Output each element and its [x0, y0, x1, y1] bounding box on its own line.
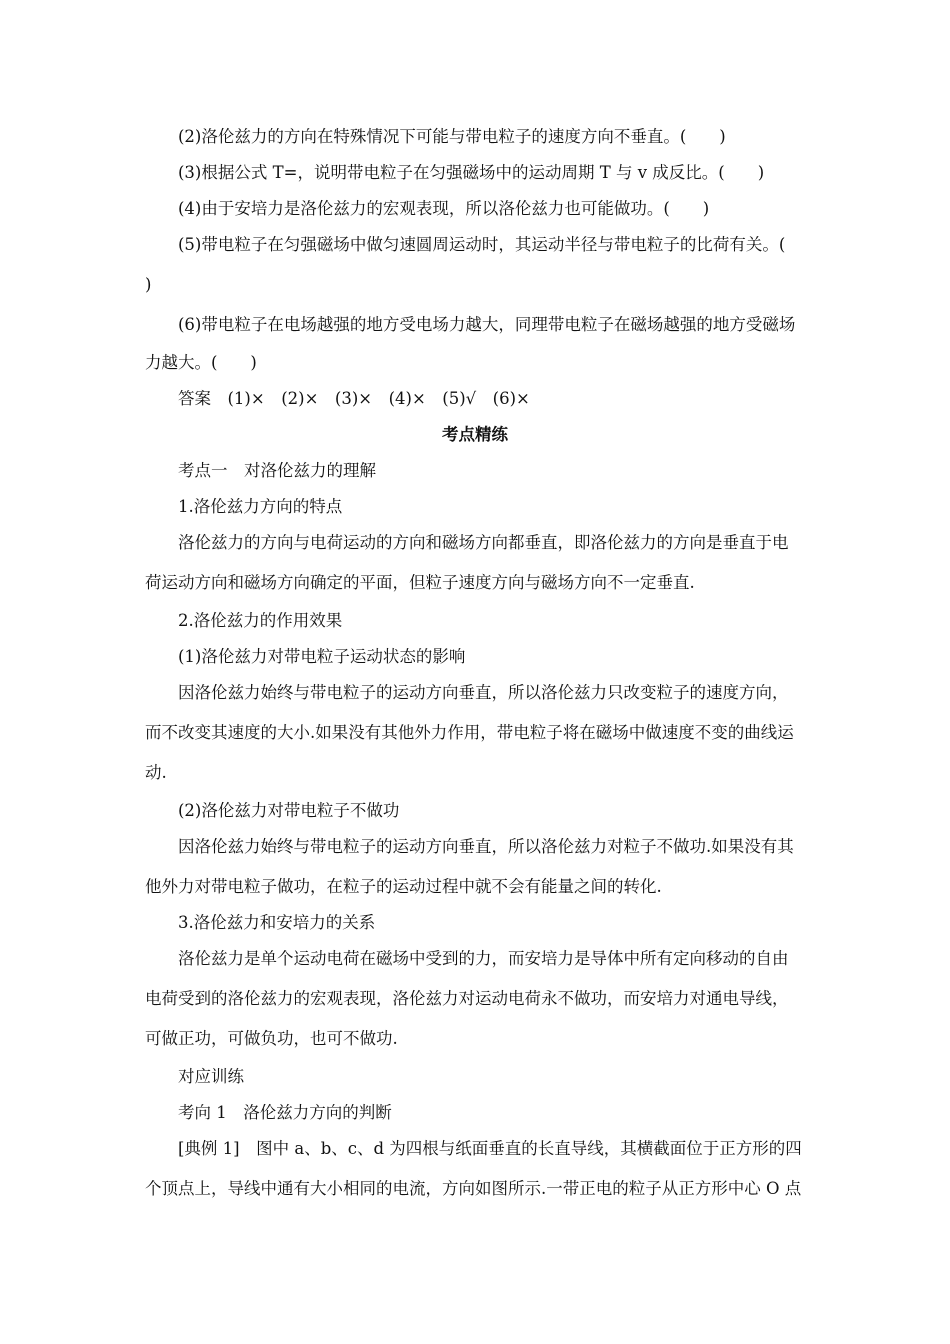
paragraph-3-line-1: 因洛伦兹力始终与带电粒子的运动方向垂直，所以洛伦兹力对粒子不做功.如果没有其: [178, 837, 794, 856]
question-5-line-1: (5)带电粒子在匀强磁场中做匀速圆周运动时，其运动半径与带电粒子的比荷有关。(: [178, 235, 786, 254]
question-4: (4)由于安培力是洛伦兹力的宏观表现，所以洛伦兹力也可能做功。( ): [178, 199, 710, 218]
paragraph-4-line-3: 可做正功，可做负功，也可不做功.: [145, 1029, 398, 1048]
paragraph-2-line-3: 动.: [145, 763, 167, 782]
subheading-2-1: (1)洛伦兹力对带电粒子运动状态的影响: [178, 647, 466, 666]
subheading-2-2: (2)洛伦兹力对带电粒子不做功: [178, 801, 400, 820]
question-5-line-2: ): [145, 275, 152, 294]
example-1-line-1: [典例 1] 图中 a、b、c、d 为四根与纸面垂直的长直导线，其横截面位于正方形的四: [178, 1139, 802, 1158]
question-6-line-2: 力越大。( ): [145, 353, 257, 372]
example-1-line-2: 个顶点上，导线中通有大小相同的电流，方向如图所示.一带正电的粒子从正方形中心 O 点: [145, 1179, 802, 1198]
section-title: 考点精练: [442, 425, 508, 444]
paragraph-1-line-2: 荷运动方向和磁场方向确定的平面，但粒子速度方向与磁场方向不一定垂直.: [145, 573, 695, 592]
question-6-line-1: (6)带电粒子在电场越强的地方受电场力越大，同理带电粒子在磁场越强的地方受磁场: [178, 315, 796, 334]
paragraph-2-line-1: 因洛伦兹力始终与带电粒子的运动方向垂直，所以洛伦兹力只改变粒子的速度方向，: [178, 683, 789, 702]
training-heading: 对应训练: [178, 1067, 244, 1086]
answer-line: 答案 (1)× (2)× (3)× (4)× (5)√ (6)×: [178, 389, 530, 408]
paragraph-2-line-2: 而不改变其速度的大小.如果没有其他外力作用，带电粒子将在磁场中做速度不变的曲线运: [145, 723, 794, 742]
paragraph-4-line-1: 洛伦兹力是单个运动电荷在磁场中受到的力，而安培力是导体中所有定向移动的自由: [178, 949, 789, 968]
subheading-2: 2.洛伦兹力的作用效果: [178, 611, 343, 630]
paragraph-4-line-2: 电荷受到的洛伦兹力的宏观表现，洛伦兹力对运动电荷永不做功，而安培力对通电导线，: [145, 989, 789, 1008]
question-3: (3)根据公式 T=，说明带电粒子在匀强磁场中的运动周期 T 与 v 成反比。( ): [178, 163, 765, 182]
subheading-1: 1.洛伦兹力方向的特点: [178, 497, 343, 516]
kaodian-1-heading: 考点一 对洛伦兹力的理解: [178, 461, 376, 480]
paragraph-1-line-1: 洛伦兹力的方向与电荷运动的方向和磁场方向都垂直，即洛伦兹力的方向是垂直于电: [178, 533, 789, 552]
subheading-3: 3.洛伦兹力和安培力的关系: [178, 913, 376, 932]
question-2: (2)洛伦兹力的方向在特殊情况下可能与带电粒子的速度方向不垂直。( ): [178, 127, 726, 146]
paragraph-3-line-2: 他外力对带电粒子做功，在粒子的运动过程中就不会有能量之间的转化.: [145, 877, 662, 896]
direction-1-heading: 考向 1 洛伦兹力方向的判断: [178, 1103, 392, 1122]
